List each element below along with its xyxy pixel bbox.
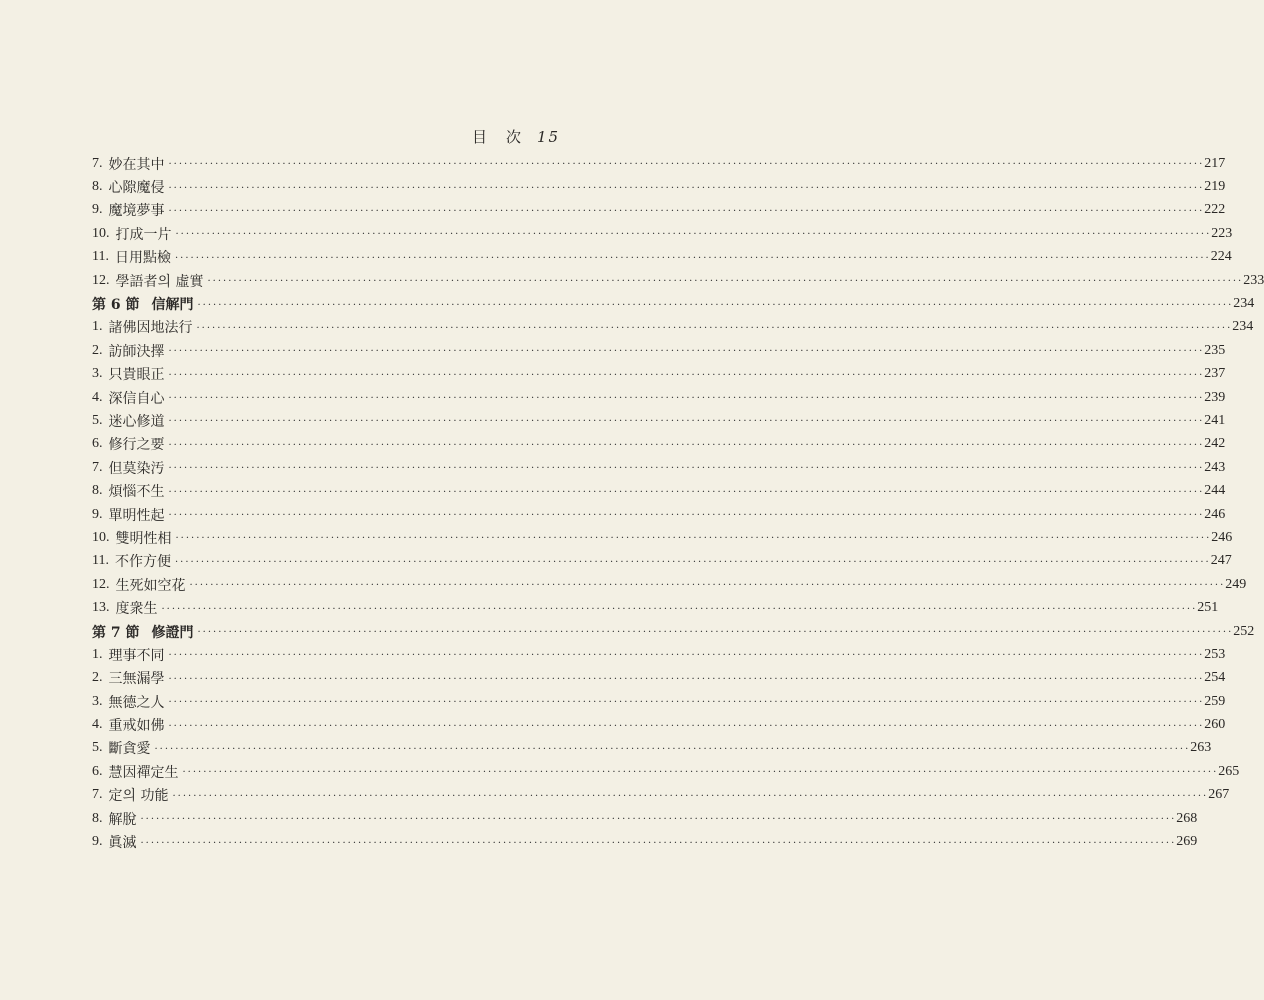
dot-leader: ········································································································································································································	[197, 299, 1234, 311]
entry-number: 8.	[92, 810, 103, 826]
entry-number: 3.	[92, 366, 103, 382]
entry-page-number: 269	[1176, 834, 1198, 850]
toc-entry-row	[92, 479, 1226, 502]
entry-title: 單明性起	[108, 507, 165, 524]
entry-number: 7.	[92, 459, 103, 475]
entry-number: 10.	[92, 529, 110, 545]
dot-leader: ········································································································································································································	[140, 837, 1177, 849]
entry-page-number: 254	[1204, 670, 1226, 686]
entry-page-number: 237	[1204, 366, 1226, 382]
dot-leader: ········································································································································································································	[168, 205, 1205, 217]
toc-entry-row	[92, 363, 1226, 386]
section-label: 第 6 節	[92, 297, 140, 314]
entry-number: 11.	[92, 553, 109, 569]
toc-entry-row	[92, 269, 1264, 292]
entry-page-number: 241	[1204, 412, 1226, 428]
entry-title: 解脫	[108, 811, 137, 828]
entry-title: 雙明性相	[115, 530, 172, 547]
entry-title: 諸佛因地法行	[108, 320, 193, 337]
entry-number: 7.	[92, 787, 103, 803]
toc-section-row	[92, 620, 1255, 643]
toc-entry-row	[92, 456, 1226, 479]
entry-page-number: 217	[1204, 155, 1226, 171]
entry-page-number: 267	[1208, 787, 1230, 803]
entry-title: 定의 功能	[108, 788, 169, 805]
entry-page-number: 263	[1190, 740, 1212, 756]
toc-entry-row	[92, 573, 1247, 596]
entry-number: 4.	[92, 389, 103, 405]
entry-title: 打成一片	[115, 226, 172, 243]
dot-leader: ········································································································································································································	[168, 673, 1205, 685]
toc-section-heading	[92, 622, 198, 642]
toc-section-heading	[92, 294, 198, 314]
dot-leader: ········································································································································································································	[189, 580, 1226, 592]
toc-entry-row	[92, 175, 1226, 198]
entry-page-number: 259	[1204, 693, 1226, 709]
toc-entry-row	[92, 807, 1198, 830]
dot-leader: ········································································································································································································	[168, 369, 1205, 381]
entry-title: 眞滅	[108, 835, 137, 852]
entry-title: 心隙魔侵	[108, 180, 165, 197]
entry-title: 重戒如佛	[108, 718, 165, 735]
entry-title: 妙在其中	[108, 156, 165, 173]
table-of-contents	[92, 152, 1264, 854]
toc-entry-row	[92, 690, 1226, 713]
entry-title: 但莫染汚	[108, 460, 165, 477]
entry-title: 學語者의 虛實	[115, 273, 204, 290]
toc-entry-row	[92, 784, 1230, 807]
entry-page-number: 239	[1204, 389, 1226, 405]
entry-page-number: 222	[1204, 202, 1226, 218]
page-number: 15	[537, 128, 561, 146]
entry-title: 無德之人	[108, 694, 165, 711]
entry-title: 只貴眼正	[108, 367, 165, 384]
entry-page-number: 251	[1197, 600, 1219, 616]
dot-leader: ········································································································································································································	[168, 697, 1205, 709]
entry-title: 斷貪愛	[108, 741, 151, 758]
entry-page-number: 243	[1204, 459, 1226, 475]
entry-number: 8.	[92, 179, 103, 195]
toc-entry-row	[92, 737, 1212, 760]
entry-title: 三無漏學	[108, 671, 165, 688]
entry-title: 煩惱不生	[108, 484, 165, 501]
toc-entry-row	[92, 386, 1226, 409]
toc-entry-row	[92, 596, 1219, 619]
dot-leader: ········································································································································································································	[168, 416, 1205, 428]
entry-title: 度衆生	[115, 601, 158, 618]
entry-title: 深信自心	[108, 390, 165, 407]
entry-number: 3.	[92, 693, 103, 709]
entry-number: 7.	[92, 155, 103, 171]
entry-page-number: 219	[1204, 179, 1226, 195]
dot-leader: ········································································································································································································	[168, 182, 1205, 194]
entry-page-number: 233	[1243, 272, 1264, 288]
dot-leader: ········································································································································································································	[140, 814, 1177, 826]
toc-entry-row	[92, 199, 1226, 222]
dot-leader: ········································································································································································································	[168, 439, 1205, 451]
toc-entry-row	[92, 550, 1232, 573]
entry-page-number: 246	[1204, 506, 1226, 522]
entry-page-number: 234	[1232, 319, 1254, 335]
toc-entry-row	[92, 667, 1226, 690]
entry-page-number: 253	[1204, 646, 1226, 662]
toc-entry-row	[92, 316, 1254, 339]
dot-leader: ········································································································································································································	[168, 720, 1205, 732]
entry-number: 1.	[92, 319, 103, 335]
toc-entry-row	[92, 503, 1226, 526]
entry-number: 2.	[92, 670, 103, 686]
toc-entry-row	[92, 830, 1198, 853]
entry-number: 12.	[92, 576, 110, 592]
dot-leader: ········································································································································································································	[172, 790, 1209, 802]
entry-page-number: 235	[1204, 342, 1226, 358]
entry-number: 5.	[92, 740, 103, 756]
dot-leader: ········································································································································································································	[168, 159, 1205, 171]
entry-number: 1.	[92, 646, 103, 662]
toc-entry-row	[92, 152, 1226, 175]
dot-leader: ········································································································································································································	[196, 322, 1233, 334]
dot-leader: ········································································································································································································	[207, 276, 1244, 288]
dot-leader: ········································································································································································································	[168, 393, 1205, 405]
entry-page-number: 260	[1204, 717, 1226, 733]
dot-leader: ········································································································································································································	[174, 252, 1211, 264]
entry-number: 5.	[92, 412, 103, 428]
dot-leader: ········································································································································································································	[168, 510, 1205, 522]
entry-number: 9.	[92, 506, 103, 522]
toc-entry-row	[92, 222, 1233, 245]
entry-page-number: 252	[1233, 623, 1255, 639]
entry-page-number: 268	[1176, 810, 1198, 826]
entry-title: 修行之要	[108, 437, 165, 454]
dot-leader: ········································································································································································································	[154, 743, 1191, 755]
entry-number: 12.	[92, 272, 110, 288]
entry-page-number: 242	[1204, 436, 1226, 452]
toc-entry-row	[92, 760, 1240, 783]
entry-number: 11.	[92, 249, 109, 265]
entry-title: 魔境夢事	[108, 203, 165, 220]
entry-page-number: 247	[1210, 553, 1232, 569]
running-header	[472, 126, 560, 147]
entry-number: 6.	[92, 763, 103, 779]
dot-leader: ········································································································································································································	[182, 767, 1219, 779]
entry-number: 2.	[92, 342, 103, 358]
section-title: 修證門	[151, 624, 194, 641]
toc-section-row	[92, 292, 1255, 315]
dot-leader: ········································································································································································································	[168, 346, 1205, 358]
entry-page-number: 249	[1225, 576, 1247, 592]
entry-page-number: 265	[1218, 763, 1240, 779]
dot-leader: ········································································································································································································	[168, 463, 1205, 475]
entry-page-number: 223	[1211, 225, 1233, 241]
entry-number: 9.	[92, 834, 103, 850]
header-title: 目 次	[472, 128, 524, 146]
toc-entry-row	[92, 713, 1226, 736]
entry-title: 生死如空花	[115, 577, 186, 594]
section-title: 信解門	[151, 297, 194, 314]
entry-title: 慧因禪定生	[108, 764, 179, 781]
entry-title: 訪師決擇	[108, 343, 165, 360]
entry-page-number: 244	[1204, 483, 1226, 499]
toc-entry-row	[92, 526, 1233, 549]
dot-leader: ········································································································································································································	[168, 650, 1205, 662]
dot-leader: ········································································································································································································	[197, 627, 1234, 638]
entry-title: 迷心修道	[108, 413, 165, 430]
entry-page-number: 246	[1211, 529, 1233, 545]
entry-number: 13.	[92, 600, 110, 616]
entry-title: 不作方便	[114, 554, 171, 571]
entry-title: 理事不同	[108, 647, 165, 664]
entry-number: 4.	[92, 717, 103, 733]
entry-page-number: 234	[1233, 296, 1255, 312]
entry-number: 6.	[92, 436, 103, 452]
toc-entry-row	[92, 339, 1226, 362]
toc-entry-row	[92, 246, 1232, 269]
dot-leader: ········································································································································································································	[168, 486, 1205, 498]
dot-leader: ········································································································································································································	[175, 533, 1212, 545]
entry-title: 日用點檢	[114, 250, 171, 267]
entry-page-number: 224	[1210, 249, 1232, 265]
entry-number: 8.	[92, 483, 103, 499]
dot-leader: ········································································································································································································	[161, 603, 1198, 615]
toc-entry-row	[92, 643, 1226, 666]
dot-leader: ········································································································································································································	[175, 229, 1212, 241]
toc-entry-row	[92, 433, 1226, 456]
entry-number: 9.	[92, 202, 103, 218]
entry-number: 10.	[92, 225, 110, 241]
dot-leader: ········································································································································································································	[174, 556, 1211, 568]
section-label: 第 7 節	[92, 624, 140, 641]
toc-entry-row	[92, 409, 1226, 432]
